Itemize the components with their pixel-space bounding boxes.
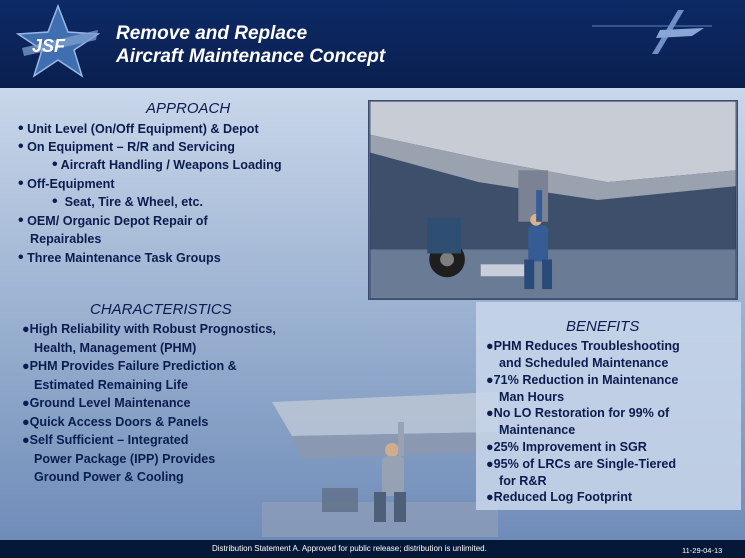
approach-item: • Aircraft Handling / Weapons Loading xyxy=(52,156,282,173)
characteristics-item: ●Self Sufficient – Integrated xyxy=(22,433,189,447)
characteristics-item-cont: Ground Power & Cooling xyxy=(34,470,184,484)
round-bullet-icon: ● xyxy=(486,339,494,353)
bullet-icon: • xyxy=(18,138,24,155)
characteristics-item: ●Quick Access Doors & Panels xyxy=(22,415,209,429)
maintenance-photo xyxy=(262,392,498,537)
bullet-icon: • xyxy=(52,193,58,210)
benefits-item: ●95% of LRCs are Single-Tiered xyxy=(486,457,677,471)
approach-item: • Three Maintenance Task Groups xyxy=(18,249,221,266)
round-bullet-icon: ● xyxy=(486,440,494,454)
bullet-icon: • xyxy=(52,156,58,173)
page-title xyxy=(116,22,385,68)
distribution-statement: Distribution Statement A. Approved for public release; distribution is unlimited. xyxy=(212,544,487,553)
round-bullet-icon: ● xyxy=(22,396,30,410)
characteristics-item: ●PHM Provides Failure Prediction & xyxy=(22,359,237,373)
hangar-photo xyxy=(368,100,738,300)
benefits-heading: BENEFITS xyxy=(566,318,640,335)
jsf-logo xyxy=(12,4,104,78)
star-logo-icon xyxy=(592,6,712,58)
round-bullet-icon: ● xyxy=(486,457,494,471)
round-bullet-icon: ● xyxy=(486,373,494,387)
characteristics-heading: CHARACTERISTICS xyxy=(90,301,232,318)
benefits-item: ●PHM Reduces Troubleshooting xyxy=(486,339,680,353)
characteristics-item-cont: Estimated Remaining Life xyxy=(34,378,188,392)
approach-heading: APPROACH xyxy=(146,100,231,117)
round-bullet-icon: ● xyxy=(22,322,30,336)
title-line-2: Aircraft Maintenance Concept xyxy=(116,46,386,67)
benefits-item: ●25% Improvement in SGR xyxy=(486,440,647,454)
bullet-icon: • xyxy=(18,175,24,192)
approach-item: • OEM/ Organic Depot Repair of xyxy=(18,212,208,229)
benefits-item: ●71% Reduction in Maintenance xyxy=(486,373,679,387)
approach-item: • On Equipment – R/R and Servicing xyxy=(18,138,235,155)
benefits-item: ●No LO Restoration for 99% of xyxy=(486,406,670,420)
round-bullet-icon: ● xyxy=(22,415,30,429)
bullet-icon: • xyxy=(18,212,24,229)
benefits-item-cont: Man Hours xyxy=(499,390,565,404)
characteristics-item-cont: Power Package (IPP) Provides xyxy=(34,452,216,466)
title-line-1: Remove and Replace xyxy=(116,23,308,44)
bullet-icon: • xyxy=(18,120,24,137)
round-bullet-icon: ● xyxy=(486,490,494,504)
benefits-item: ●Reduced Log Footprint xyxy=(486,490,633,504)
characteristics-item-cont: Health, Management (PHM) xyxy=(34,341,197,355)
document-date: 11-29-04-13 xyxy=(682,546,723,555)
benefits-item-cont: for R&R xyxy=(499,474,547,488)
approach-item: • Seat, Tire & Wheel, etc. xyxy=(52,193,203,210)
characteristics-item: ●High Reliability with Robust Prognostics, xyxy=(22,322,276,336)
benefits-item-cont: Maintenance xyxy=(499,423,576,437)
characteristics-item: ●Ground Level Maintenance xyxy=(22,396,191,410)
benefits-item-cont: and Scheduled Maintenance xyxy=(499,356,669,370)
jsf-logo-text: JSF xyxy=(32,36,66,56)
approach-item: • Unit Level (On/Off Equipment) & Depot xyxy=(18,120,259,137)
round-bullet-icon: ● xyxy=(22,433,30,447)
bullet-icon: • xyxy=(18,249,24,266)
round-bullet-icon: ● xyxy=(22,359,30,373)
round-bullet-icon: ● xyxy=(486,406,494,420)
approach-item: • Off-Equipment xyxy=(18,175,115,192)
approach-item-cont: Repairables xyxy=(30,232,102,246)
